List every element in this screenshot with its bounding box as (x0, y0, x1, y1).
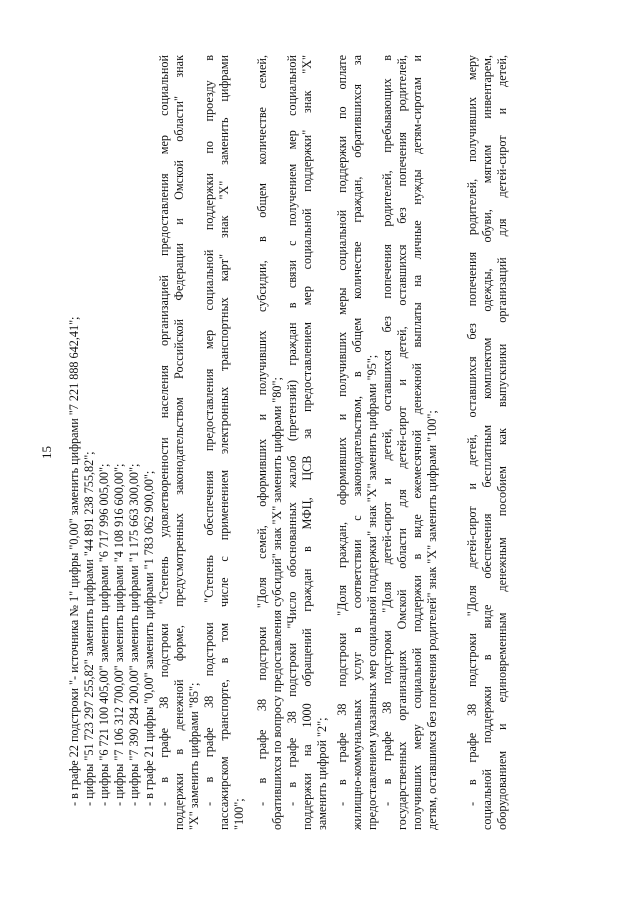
text-line: заменить цифрой "2"; (315, 717, 329, 830)
text-line: - в графе 38 подстроки "Степень обеспечения предоставления мер социальной поддержки по проезду в (202, 55, 216, 806)
page-number: 15 (39, 446, 54, 459)
text-line: оборудованием и единовременным денежным пособием как выпускники организаций для детей-сирот и детей, (495, 55, 509, 830)
text-line: "Х" заменить цифрами "85"; (187, 682, 201, 830)
text-line: - цифры "7 106 312 700,00" заменить цифрами "4 108 916 600,00"; (112, 463, 126, 806)
text-line: жилищно-коммунальных услуг в соответствии с законодательством, в общем количестве граждан, обратившихся за (350, 55, 364, 830)
text-line: - цифры "51 723 297 255,82" заменить цифрами "44 891 238 755,82"; (82, 451, 96, 806)
text-line: - в графе 38 подстроки "Доля детей-сирот и детей, оставшихся без попечения родителей, получивших меру (465, 55, 479, 806)
text-line: государственных организациях Омской области для детей-сирот и детей, оставшихся без попечения родителей, (395, 55, 409, 830)
text-line: - в графе 38 подстроки "Доля детей-сирот и детей, оставшихся без попечения родителей, пребывающих в (380, 55, 394, 806)
text-line: - цифры "6 721 100 405,00" заменить цифрами "6 717 996 005,00"; (97, 463, 111, 806)
text-line: - в графе 38 подстроки "Доля семей, оформивших и получивших субсидии, в общем количестве семей, (255, 55, 269, 806)
rotated-text-block (39, 35, 598, 870)
text-line: пассажирском транспорте, в том числе с применением электронных транспортных карт" знак "Х" заменить цифрами (217, 55, 231, 830)
text-line: социальной поддержки в виде обеспечения бесплатным комплектом одежды, обуви, мягким инвентарем, (480, 55, 494, 830)
text-line: - цифры "7 390 284 200,00" заменить цифрами "1 175 663 300,00"; (127, 463, 141, 806)
text-line: - в графе 22 подстроки "- источника № 1" цифры "0,00" заменить цифрами "7 221 888 642,41"; (67, 316, 81, 806)
text-line: поддержки в денежной форме, предусмотренных законодательством Российской Федерации и Омской области" знак (172, 55, 186, 830)
text-line: - в графе 38 подстроки "Степень удовлетворенности населения организацией предоставления мер социальной (157, 55, 171, 806)
text-line: - в графе 38 подстроки "Доля граждан, оформивших и получивших меры социальной поддержки по оплате (335, 55, 349, 806)
text-line: детям, оставшимся без попечения родителей" знак "Х" заменить цифрами "100"; (425, 410, 439, 830)
text-line: предоставлением указанных мер социальной поддержки" знак "Х" заменить цифрами "95"; (365, 354, 379, 830)
text-line: - в графе 38 подстроки "Число обоснованных жалоб (претензий) граждан в связи с получением мер социальной (285, 55, 299, 806)
text-line: - в графе 21 цифры "0,00" заменить цифрами "1 783 062 900,00"; (142, 470, 156, 806)
text-line: получивших меру социальной поддержки в виде ежемесячной денежной выплаты на личные нужды детям-сиротам и (410, 55, 424, 830)
text-line: поддержки на 1000 обращений граждан в МФЦ, ЦСВ за предоставлением мер социальной поддержки" знак "Х" (300, 55, 314, 830)
text-line: обратившихся по вопросу предоставления субсидий" знак "Х" заменить цифрами "80"; (270, 377, 284, 830)
text-line: "100"; (232, 798, 246, 830)
